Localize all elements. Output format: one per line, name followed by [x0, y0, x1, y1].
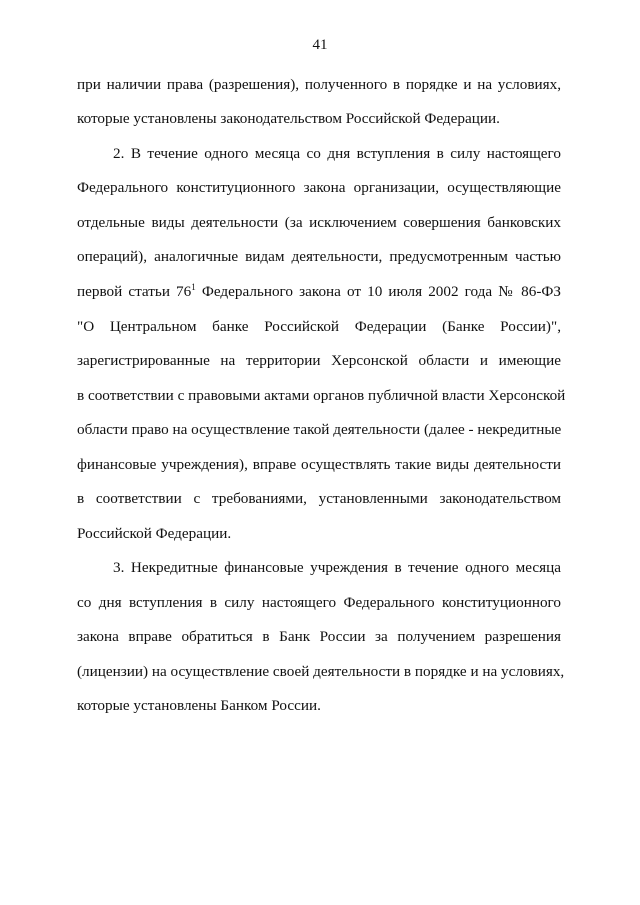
text-line: 3. Некредитные финансовые учреждения в течение одного месяца	[113, 559, 561, 576]
text-segment: Федерального закона от 10 июля 2002 года № 86-ФЗ	[195, 283, 561, 300]
superscript: 1	[191, 281, 196, 292]
text-line: "О Центральном банке Российской Федерации (Банке России)",	[77, 318, 561, 335]
page-number: 41	[312, 37, 328, 53]
text-line: 2. В течение одного месяца со дня вступления в силу настоящего	[113, 145, 561, 162]
text-line: закона вправе обратиться в Банк России за получением разрешения	[77, 628, 561, 645]
text-line: которые установлены законодательством Российской Федерации.	[77, 110, 500, 127]
text-line: Российской Федерации.	[77, 525, 232, 542]
text-line: в соответствии с правовыми актами органов публичной власти Херсонской	[77, 387, 566, 404]
text-segment: первой статьи 76	[77, 283, 192, 300]
text-line	[77, 283, 561, 301]
text-line: в соответствии с требованиями, установленными законодательством	[77, 490, 561, 507]
text-line: операций), аналогичные видам деятельности, предусмотренным частью	[77, 248, 561, 265]
text-line: финансовые учреждения), вправе осуществлять такие виды деятельности	[77, 456, 561, 473]
text-line: при наличии права (разрешения), полученного в порядке и на условиях,	[77, 76, 561, 93]
text-line: которые установлены Банком России.	[77, 697, 321, 714]
text-line: отдельные виды деятельности (за исключением совершения банковских	[77, 214, 561, 231]
text-line: со дня вступления в силу настоящего Федерального конституционного	[77, 594, 561, 611]
text-line: Федерального конституционного закона организации, осуществляющие	[77, 179, 561, 196]
text-line: области право на осуществление такой деятельности (далее - некредитные	[77, 421, 562, 438]
text-line: зарегистрированные на территории Херсонской области и имеющие	[77, 352, 561, 369]
text-line: (лицензии) на осуществление своей деятельности в порядке и на условиях,	[77, 663, 565, 680]
